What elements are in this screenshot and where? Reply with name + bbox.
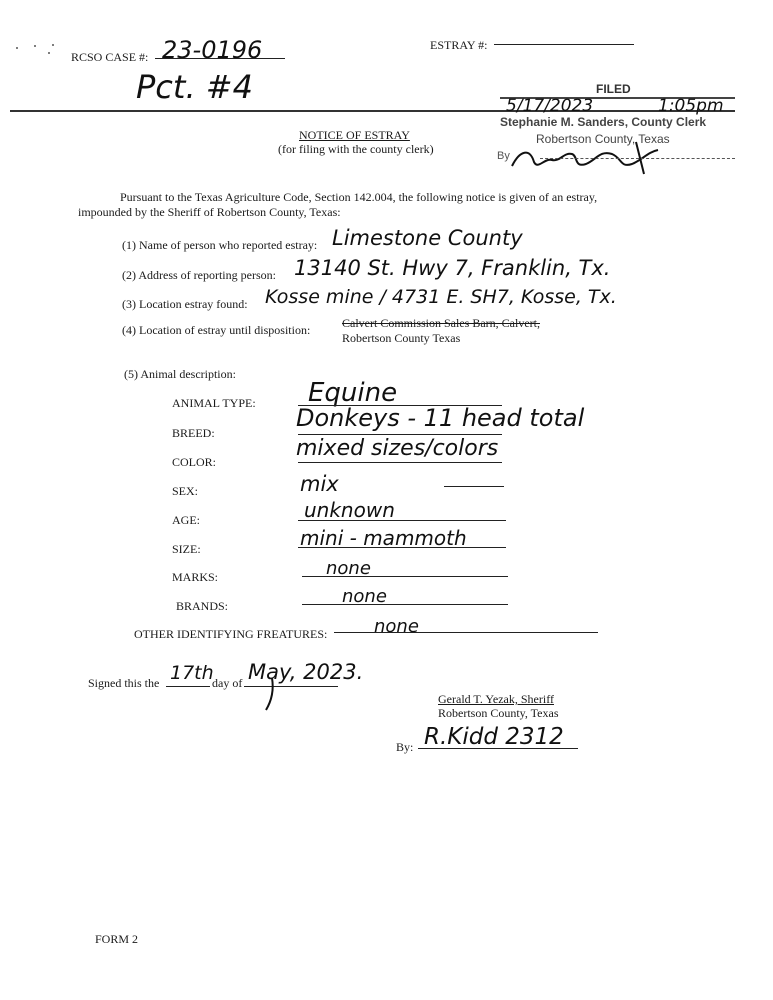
precinct-note: Pct. #4 — [136, 68, 253, 106]
brands-line — [302, 604, 508, 605]
color-value: mixed sizes/colors — [296, 436, 499, 461]
signed-day: 17th — [170, 662, 214, 684]
sheriff-signature-line — [418, 748, 578, 749]
case-number: 23-0196 — [162, 36, 263, 64]
clerk-by-label: By — [497, 150, 510, 162]
reporter-label: (1) Name of person who reported estray: — [122, 238, 318, 252]
address-label: (2) Address of reporting person: — [122, 268, 276, 282]
filed-date: 5/17/2023 — [506, 96, 594, 116]
other-value: none — [374, 616, 419, 637]
scan-speck — [34, 45, 36, 47]
signed-month-year: May, 2023. — [248, 660, 364, 684]
case-label: RCSO CASE #: — [71, 50, 149, 64]
type-value: Equine — [308, 378, 398, 408]
age-value: unknown — [304, 498, 395, 522]
size-label: SIZE: — [172, 542, 201, 556]
signed-month-line — [244, 686, 338, 687]
sex-value: mix — [300, 472, 339, 496]
sheriff-name: Gerald T. Yezak, Sheriff — [438, 692, 554, 706]
size-value: mini - mammoth — [300, 526, 467, 550]
address-value: 13140 St. Hwy 7, Franklin, Tx. — [294, 256, 611, 280]
animal-label: (5) Animal description: — [124, 367, 236, 381]
until-value: Robertson County Texas — [342, 331, 461, 345]
sex-label: SEX: — [172, 484, 199, 498]
scan-speck — [48, 52, 50, 54]
sheriff-signature: R.Kidd 2312 — [424, 724, 564, 750]
brands-value: none — [342, 586, 387, 607]
filed-time: 1:05pm — [658, 96, 724, 116]
header-rule — [10, 110, 735, 112]
estray-label: ESTRAY #: — [430, 38, 488, 52]
case-number-line — [155, 58, 285, 59]
signed-day-line — [166, 686, 210, 687]
reporter-value: Limestone County — [332, 226, 523, 250]
intro-line-1: Pursuant to the Texas Agriculture Code, Section 142.004, the following notice is given of an estray, — [120, 190, 598, 204]
age-line — [298, 520, 506, 521]
found-label: (3) Location estray found: — [122, 297, 248, 311]
signed-prefix: Signed this the — [88, 676, 160, 690]
age-label: AGE: — [172, 513, 200, 527]
scan-speck — [16, 47, 18, 49]
clerk-name: Stephanie M. Sanders, County Clerk — [500, 115, 707, 129]
other-line — [334, 632, 598, 633]
marks-label: MARKS: — [172, 570, 219, 584]
sheriff-county: Robertson County, Texas — [438, 706, 559, 720]
brands-label: BRANDS: — [176, 599, 229, 613]
signed-mid: day of — [212, 676, 243, 690]
breed-value: Donkeys - 11 head total — [296, 404, 585, 432]
breed-label: BREED: — [172, 426, 215, 440]
notice-subtitle: (for filing with the county clerk) — [278, 142, 434, 156]
breed-line — [298, 434, 502, 435]
clerk-signature — [508, 140, 668, 180]
until-label: (4) Location of estray until disposition: — [122, 323, 311, 337]
clerk-dashed-line — [540, 158, 735, 159]
found-value: Kosse mine / 4731 E. SH7, Kosse, Tx. — [265, 286, 617, 308]
notice-title: NOTICE OF ESTRAY — [299, 128, 410, 142]
other-label: OTHER IDENTIFYING FREATURES: — [134, 627, 328, 641]
marks-line — [302, 576, 508, 577]
clerk-county: Robertson County, Texas — [536, 132, 670, 146]
color-line — [298, 462, 502, 463]
estray-number-line — [494, 44, 634, 45]
form-number: FORM 2 — [95, 932, 139, 946]
signed-pen-stroke — [260, 676, 284, 712]
intro-line-2: impounded by the Sheriff of Robertson County, Texas: — [78, 205, 341, 219]
filed-label: FILED — [596, 82, 631, 96]
scan-speck — [52, 44, 54, 46]
type-label: ANIMAL TYPE: — [172, 396, 256, 410]
until-struck-value: Calvert Commission Sales Barn, Calvert, — [342, 316, 540, 330]
size-line — [298, 547, 506, 548]
sex-line — [444, 486, 504, 487]
color-label: COLOR: — [172, 455, 217, 469]
marks-value: none — [326, 558, 371, 579]
sheriff-by-label: By: — [396, 740, 414, 754]
